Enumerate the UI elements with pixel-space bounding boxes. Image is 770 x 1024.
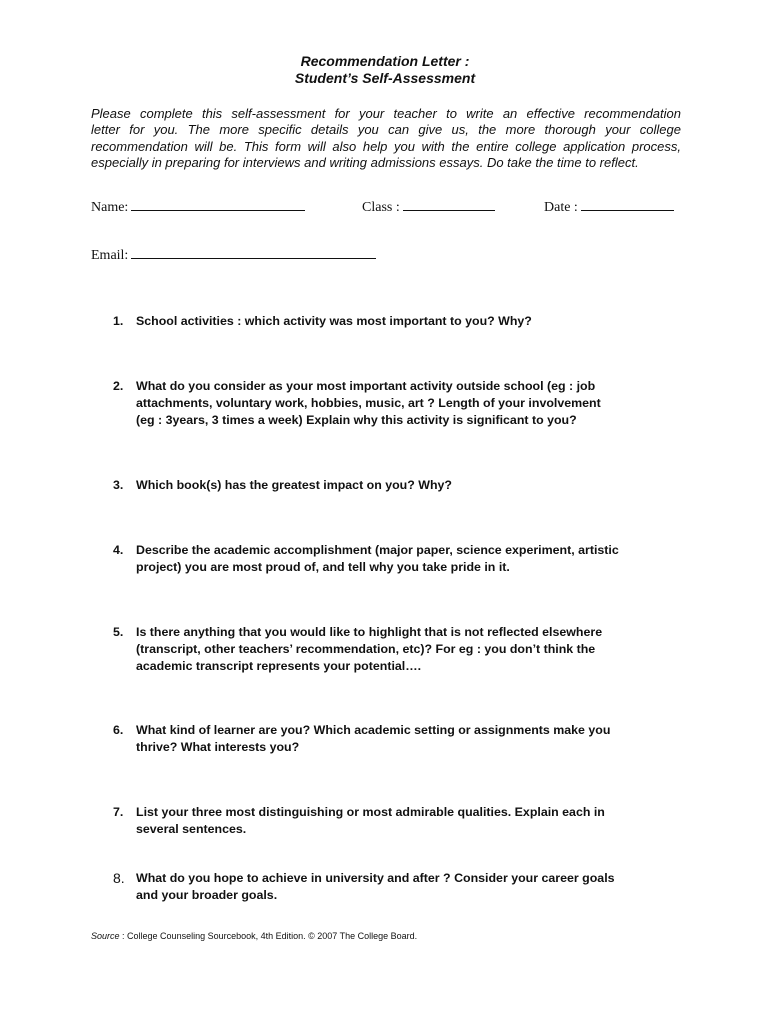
intro-line: letter for you. The more specific details you can give us, the more thorough your college <box>91 122 681 138</box>
question-number: 6. <box>113 723 124 737</box>
date-label: Date : <box>544 200 578 215</box>
question-text: What do you hope to achieve in university and after ? Consider your career goals <box>136 871 615 885</box>
intro-line: recommendation will be. This form will also help you with the entire college application process, <box>91 138 681 154</box>
name-field[interactable] <box>91 198 305 216</box>
class-blank[interactable] <box>403 198 495 211</box>
email-field[interactable] <box>91 246 376 264</box>
question-text: academic transcript represents your potential…. <box>136 659 422 673</box>
question-text: Describe the academic accomplishment (major paper, science experiment, artistic <box>136 543 619 557</box>
name-label: Name: <box>91 200 129 215</box>
class-label: Class : <box>362 200 400 215</box>
email-blank[interactable] <box>131 246 376 259</box>
source-citation <box>91 931 417 942</box>
question-number: 7. <box>113 805 124 819</box>
question-text: Which book(s) has the greatest impact on you? Why? <box>136 478 452 492</box>
question-number: 5. <box>113 625 124 639</box>
question-text: School activities : which activity was most important to you? Why? <box>136 314 532 328</box>
document-subtitle: Student’s Self-Assessment <box>294 70 476 86</box>
question-number: 8. <box>113 870 125 886</box>
question-text: and your broader goals. <box>136 888 278 902</box>
question-text: (transcript, other teachers’ recommendation, etc)? For eg : you don’t think the <box>136 642 596 656</box>
question-number: 3. <box>113 478 124 492</box>
question-number: 1. <box>113 314 124 328</box>
document-title: Recommendation Letter : <box>300 53 470 69</box>
question-text: What kind of learner are you? Which academic setting or assignments make you <box>136 723 611 737</box>
date-blank[interactable] <box>581 198 674 211</box>
question-text: thrive? What interests you? <box>136 740 300 754</box>
intro-line: especially in preparing for interviews and writing admissions essays. Do take the time to reflect. <box>91 154 639 170</box>
intro-paragraph <box>91 106 681 171</box>
name-blank[interactable] <box>131 198 305 211</box>
question-text: List your three most distinguishing or most admirable qualities. Explain each in <box>136 805 605 819</box>
question-text: What do you consider as your most important activity outside school (eg : job <box>136 379 596 393</box>
date-field[interactable] <box>544 198 674 216</box>
email-label: Email: <box>91 248 129 263</box>
source-label: Source <box>91 931 120 941</box>
source-text: : College Counseling Sourcebook, 4th Edition. © 2007 The College Board. <box>119 931 418 941</box>
question-text: Is there anything that you would like to highlight that is not reflected elsewhere <box>136 625 603 639</box>
class-field[interactable] <box>362 198 495 216</box>
question-text: project) you are most proud of, and tell why you take pride in it. <box>136 560 510 574</box>
question-text: attachments, voluntary work, hobbies, music, art ? Length of your involvement <box>136 396 601 410</box>
intro-line: Please complete this self-assessment for your teacher to write an effective recommendation <box>91 106 681 121</box>
question-text: (eg : 3years, 3 times a week) Explain why this activity is significant to you? <box>136 413 577 427</box>
question-number: 2. <box>113 379 124 393</box>
question-number: 4. <box>113 543 124 557</box>
question-text: several sentences. <box>136 822 247 836</box>
